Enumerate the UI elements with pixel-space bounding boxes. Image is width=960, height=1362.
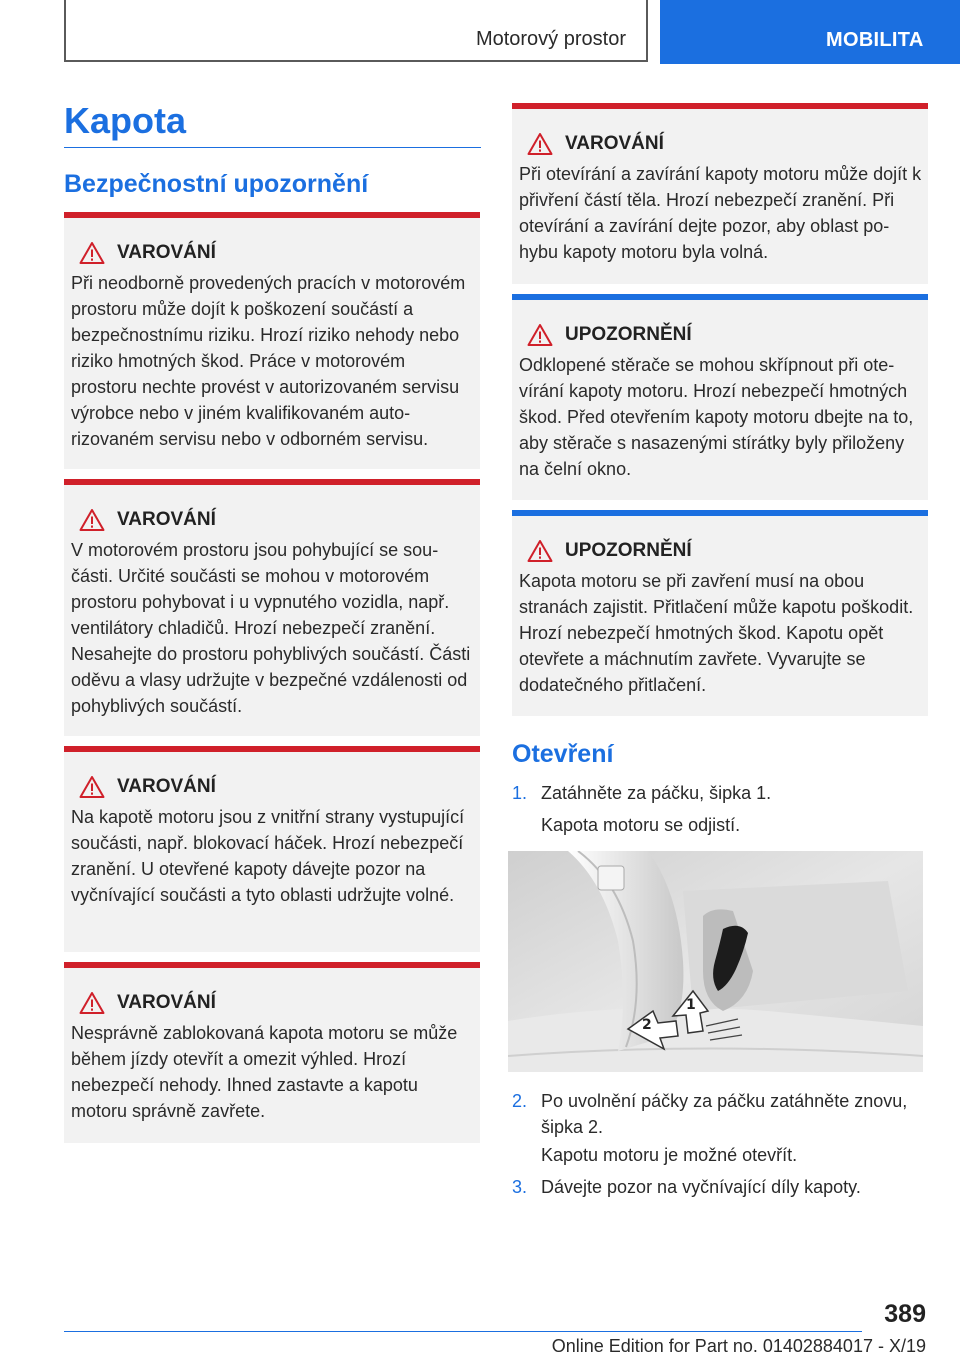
warning-text: Nesprávně zablokovaná kapota motoru se může během jízdy otevřít a omezit výhled. Hrozí nebezpečí nehody. Ihned zastavte a kapotu motoru správně zavřete. xyxy=(71,1023,458,1121)
warning-triangle-icon xyxy=(527,323,553,347)
warning-box-4 xyxy=(64,962,480,1143)
step-text: Po uvolnění páčky za páčku zatáhněte znovu, šipka 2. xyxy=(541,1091,908,1137)
step-number: 2. xyxy=(512,1091,528,1111)
step-number: 1. xyxy=(512,783,528,803)
safety-heading: Bezpečnostní upozornění xyxy=(64,170,369,198)
step-text: Dávejte pozor na vyčnívající díly kapoty. xyxy=(541,1177,861,1197)
footer-rule xyxy=(64,1331,862,1332)
notice-box-2 xyxy=(512,510,928,716)
warning-label: VAROVÁNÍ xyxy=(117,242,216,263)
header-chapter-label: MOBILITA xyxy=(826,29,924,51)
warning-box-3 xyxy=(64,746,480,952)
warning-label: VAROVÁNÍ xyxy=(565,133,664,154)
warning-triangle-icon xyxy=(527,539,553,563)
arrow-2-label: 2 xyxy=(642,1017,652,1033)
step-3 xyxy=(512,1174,927,1200)
warning-triangle-icon xyxy=(79,775,105,799)
step-1-result: Kapota motoru se odjistí. xyxy=(541,815,741,835)
warning-box-2 xyxy=(64,479,480,736)
notice-box-1 xyxy=(512,294,928,500)
step-2-result: Kapotu motoru je možné otevřít. xyxy=(541,1145,798,1165)
warning-text: V motorovém prostoru jsou pohybující se součásti. Určité součásti se mohou v motorovém prostoru pohybovat i u vypnutého vozidla, např. ventilátory chladičů. Hrozí nebezpečí zranění. Nesahejte do prostoru pohyblivých součástí. Části oděvu a vlasy udržujte v bezpečné vzdálenosti od pohyblivých součástí. xyxy=(71,540,471,716)
step-2 xyxy=(512,1088,927,1140)
warning-triangle-icon xyxy=(527,132,553,156)
warning-text: Na kapotě motoru jsou z vnitřní strany vystupující součásti, např. blokovací háček. Hrozí nebezpečí zranění. U otevřené kapoty dávejte pozor na vyčnívající součásti a tyto oblasti udržujte volné. xyxy=(71,807,465,905)
notice-text: Kapota motoru se při zavření musí na obou stranách zajistit. Přitlačení může kapotu poškodit. Hrozí nebezpečí hmotných škod. Kapotu opět otevřete a máchnutím zavřete. Vyvarujte se dodatečného přitlačení. xyxy=(519,571,914,695)
notice-label: UPOZORNĚNÍ xyxy=(565,540,692,561)
opening-heading: Otevření xyxy=(512,740,614,768)
warning-triangle-icon xyxy=(79,991,105,1015)
step-1 xyxy=(512,780,927,806)
page-title: Kapota xyxy=(64,100,187,141)
footer-edition: Online Edition for Part no. 01402884017 - X/19 xyxy=(551,1336,926,1356)
header-section-box xyxy=(64,0,648,62)
warning-box-1 xyxy=(64,212,480,469)
warning-text: Při neodborně provedených pracích v motorovém prostoru může dojít k poškození součástí a bezpečnostnímu riziku. Hrozí riziko nehody nebo riziko hmotných škod. Práce v motorovém prostoru nechte provést v autorizovaném servisu výrobce nebo v jiném kvalifikovaném autorizovaném servisu nebo v odborném servisu. xyxy=(71,273,466,449)
warning-label: VAROVÁNÍ xyxy=(117,992,216,1013)
step-number: 3. xyxy=(512,1177,528,1197)
notice-label: UPOZORNĚNÍ xyxy=(565,324,692,345)
warning-triangle-icon xyxy=(79,241,105,265)
hood-release-illustration xyxy=(508,851,923,1072)
warning-box-5 xyxy=(512,103,928,284)
header-chapter-tab xyxy=(660,0,960,64)
warning-label: VAROVÁNÍ xyxy=(117,776,216,797)
arrow-1-label: 1 xyxy=(686,997,696,1013)
warning-text: Při otevírání a zavírání kapoty motoru může dojít k přivření částí těla. Hrozí nebezpečí zranění. Při otevírání a zavírání dejte pozor, aby oblast pohybu kapoty motoru byla volná. xyxy=(519,164,922,262)
page-number: 389 xyxy=(884,1300,926,1328)
warning-label: VAROVÁNÍ xyxy=(117,509,216,530)
header-section-title: Motorový prostor xyxy=(475,28,626,50)
notice-text: Odklopené stěrače se mohou skřípnout při otevírání kapoty motoru. Hrozí nebezpečí hmotných škod. Před otevřením kapoty motoru dbejte na to, aby stěrače s nasazenými stírátky byly přiloženy na čelní okno. xyxy=(519,355,914,479)
title-rule xyxy=(64,147,481,148)
step-text: Zatáhněte za páčku, šipka 1. xyxy=(541,783,772,803)
warning-triangle-icon xyxy=(79,508,105,532)
